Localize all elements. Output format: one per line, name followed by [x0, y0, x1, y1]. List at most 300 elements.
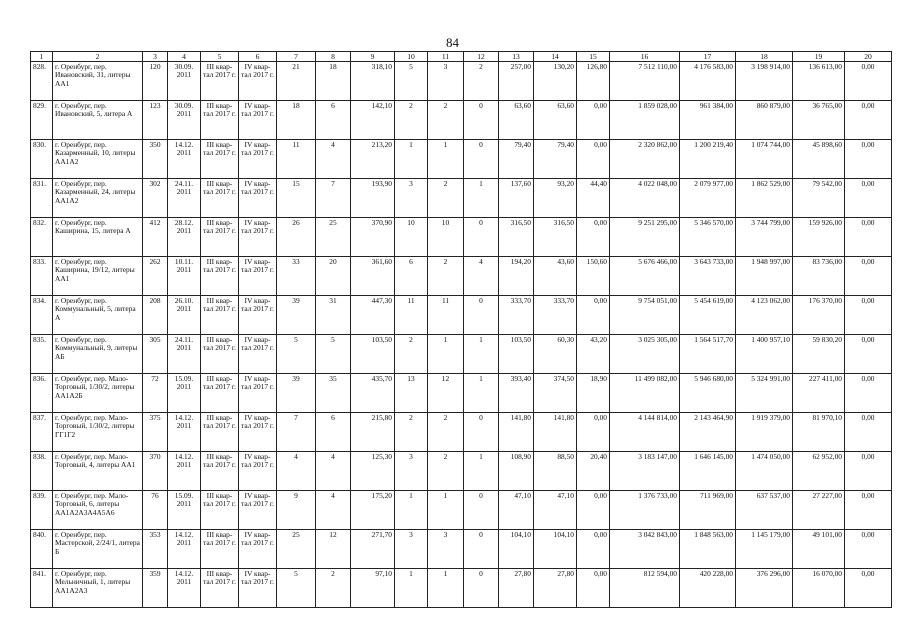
row-number-cell: 838.: [31, 452, 53, 491]
column-number-cell: 5: [201, 52, 239, 62]
cell: 194,20: [499, 257, 534, 296]
cell: 2: [428, 257, 464, 296]
cell: 7: [277, 413, 316, 452]
cell: 88,50: [534, 452, 577, 491]
cell: 1: [395, 569, 428, 608]
column-number-cell: 19: [793, 52, 845, 62]
date-cell: 14.12. 2011: [168, 413, 201, 452]
cost-cell: 1 848 563,00: [680, 530, 736, 569]
cell: 5: [277, 335, 316, 374]
total-cost-cell: 812 594,00: [610, 569, 680, 608]
date-cell: 15.09. 2011: [168, 374, 201, 413]
cell: 6: [395, 257, 428, 296]
cell: 108,90: [499, 452, 534, 491]
column-number-cell: 7: [277, 52, 316, 62]
row-number-cell: 837.: [31, 413, 53, 452]
cell: 137,60: [499, 179, 534, 218]
cost-cell: 961 384,00: [680, 101, 736, 140]
cell: 47,10: [499, 491, 534, 530]
cell: 104,10: [499, 530, 534, 569]
cell: 63,60: [534, 101, 577, 140]
table-row: [31, 374, 892, 413]
table-row: [31, 140, 892, 179]
cell: 0,00: [577, 101, 610, 140]
address-cell: г. Оренбург, пер. Мельничный, 1, литеры АА1А2А3: [53, 569, 143, 608]
cell: 1: [464, 335, 499, 374]
cell: 43,60: [534, 257, 577, 296]
row-number-cell: 828.: [31, 62, 53, 101]
date-cell: 28.12. 2011: [168, 218, 201, 257]
area-cell: 175,20: [351, 491, 395, 530]
row-number-cell: 833.: [31, 257, 53, 296]
cost-cell: 0,00: [845, 257, 892, 296]
area-cell: 370,90: [351, 218, 395, 257]
table-row: [31, 296, 892, 335]
area-cell: 318,10: [351, 62, 395, 101]
row-number-cell: 834.: [31, 296, 53, 335]
quarter-end-cell: IV квар- тал 2017 г.: [239, 296, 277, 335]
cell: 1: [395, 140, 428, 179]
cell: 375: [143, 413, 168, 452]
column-number-cell: 20: [845, 52, 892, 62]
quarter-end-cell: IV квар- тал 2017 г.: [239, 374, 277, 413]
area-cell: 435,70: [351, 374, 395, 413]
cell: 39: [277, 296, 316, 335]
cost-cell: 0,00: [845, 62, 892, 101]
cost-cell: 49 101,00: [793, 530, 845, 569]
cell: 1: [428, 569, 464, 608]
cell: 1: [428, 140, 464, 179]
cell: 2: [464, 62, 499, 101]
row-number-cell: 832.: [31, 218, 53, 257]
cost-cell: 83 736,00: [793, 257, 845, 296]
cell: 63,60: [499, 101, 534, 140]
total-cost-cell: 5 676 466,00: [610, 257, 680, 296]
cell: 44,40: [577, 179, 610, 218]
row-number-cell: 836.: [31, 374, 53, 413]
column-number-cell: 10: [395, 52, 428, 62]
cell: 3: [395, 452, 428, 491]
cell: 0: [464, 491, 499, 530]
cell: 0: [464, 296, 499, 335]
cell: 262: [143, 257, 168, 296]
table-row: [31, 452, 892, 491]
cell: 25: [316, 218, 351, 257]
area-cell: 125,30: [351, 452, 395, 491]
total-cost-cell: 9 754 051,00: [610, 296, 680, 335]
table-row: [31, 491, 892, 530]
area-cell: 447,30: [351, 296, 395, 335]
cell: 5: [277, 569, 316, 608]
cost-cell: 1 564 517,70: [680, 335, 736, 374]
cell: 0: [464, 140, 499, 179]
date-cell: 24.11. 2011: [168, 179, 201, 218]
cell: 333,70: [534, 296, 577, 335]
column-number-cell: 13: [499, 52, 534, 62]
cost-cell: 79 542,00: [793, 179, 845, 218]
total-cost-cell: 4 144 814,00: [610, 413, 680, 452]
cost-cell: 2 079 977,00: [680, 179, 736, 218]
address-cell: г. Оренбург, пер. Каширина, 15, литера А: [53, 218, 143, 257]
column-number-cell: 9: [351, 52, 395, 62]
cell: 374,50: [534, 374, 577, 413]
cell: 120: [143, 62, 168, 101]
cell: 1: [464, 179, 499, 218]
cell: 0,00: [577, 530, 610, 569]
cost-cell: 1 400 957,10: [736, 335, 793, 374]
quarter-end-cell: IV квар- тал 2017 г.: [239, 179, 277, 218]
cost-cell: 0,00: [845, 491, 892, 530]
cell: 93,20: [534, 179, 577, 218]
cell: 7: [316, 179, 351, 218]
cell: 35: [316, 374, 351, 413]
cell: 0,00: [577, 140, 610, 179]
area-cell: 361,60: [351, 257, 395, 296]
cost-cell: 4 123 062,00: [736, 296, 793, 335]
table-row: [31, 62, 892, 101]
cell: 20: [316, 257, 351, 296]
cost-cell: 0,00: [845, 569, 892, 608]
cost-cell: 0,00: [845, 374, 892, 413]
date-cell: 24.11. 2011: [168, 335, 201, 374]
cell: 103,50: [499, 335, 534, 374]
address-cell: г. Оренбург, пер. Мастерской, 2/24/1, литера Б: [53, 530, 143, 569]
data-table: [30, 51, 892, 608]
address-cell: г. Оренбург, пер. Мало- Торговый, 4, литеры АА1: [53, 452, 143, 491]
cell: 18,90: [577, 374, 610, 413]
cell: 11: [395, 296, 428, 335]
cost-cell: 376 296,00: [736, 569, 793, 608]
cell: 5: [316, 335, 351, 374]
cell: 33: [277, 257, 316, 296]
cell: 4: [316, 452, 351, 491]
cell: 1: [395, 491, 428, 530]
cost-cell: 1 474 050,00: [736, 452, 793, 491]
table-row: [31, 218, 892, 257]
cell: 305: [143, 335, 168, 374]
column-number-cell: 6: [239, 52, 277, 62]
cell: 4: [464, 257, 499, 296]
cell: 18: [316, 62, 351, 101]
cell: 370: [143, 452, 168, 491]
cell: 0: [464, 569, 499, 608]
cost-cell: 3 643 733,00: [680, 257, 736, 296]
cost-cell: 5 346 570,00: [680, 218, 736, 257]
quarter-start-cell: III квар- тал 2017 г.: [201, 413, 239, 452]
row-number-cell: 839.: [31, 491, 53, 530]
column-number-cell: 14: [534, 52, 577, 62]
cell: 4: [316, 140, 351, 179]
column-number-cell: 3: [143, 52, 168, 62]
cell: 6: [316, 101, 351, 140]
total-cost-cell: 7 512 110,00: [610, 62, 680, 101]
cell: 350: [143, 140, 168, 179]
cost-cell: 59 830,20: [793, 335, 845, 374]
quarter-start-cell: III квар- тал 2017 г.: [201, 62, 239, 101]
cell: 4: [277, 452, 316, 491]
address-cell: г. Оренбург, пер. Коммунальный, 5, литера А: [53, 296, 143, 335]
cost-cell: 16 070,00: [793, 569, 845, 608]
cell: 257,00: [499, 62, 534, 101]
cell: 2: [395, 413, 428, 452]
cell: 130,20: [534, 62, 577, 101]
quarter-start-cell: III квар- тал 2017 г.: [201, 179, 239, 218]
cell: 0,00: [577, 218, 610, 257]
quarter-start-cell: III квар- тал 2017 г.: [201, 335, 239, 374]
cell: 10: [428, 218, 464, 257]
address-cell: г. Оренбург, пер. Казарменный, 24, литеры АА1А2: [53, 179, 143, 218]
cost-cell: 4 176 583,00: [680, 62, 736, 101]
cell: 2: [316, 569, 351, 608]
cost-cell: 3 744 799,00: [736, 218, 793, 257]
cell: 0,00: [577, 491, 610, 530]
quarter-end-cell: IV квар- тал 2017 г.: [239, 257, 277, 296]
quarter-start-cell: III квар- тал 2017 г.: [201, 218, 239, 257]
total-cost-cell: 1 376 733,00: [610, 491, 680, 530]
cell: 47,10: [534, 491, 577, 530]
quarter-start-cell: III квар- тал 2017 г.: [201, 140, 239, 179]
cell: 2: [428, 413, 464, 452]
quarter-start-cell: III квар- тал 2017 г.: [201, 530, 239, 569]
row-number-cell: 841.: [31, 569, 53, 608]
column-number-cell: 1: [31, 52, 53, 62]
quarter-end-cell: IV квар- тал 2017 г.: [239, 218, 277, 257]
cell: 333,70: [499, 296, 534, 335]
area-cell: 213,20: [351, 140, 395, 179]
cell: 359: [143, 569, 168, 608]
cost-cell: 27 227,00: [793, 491, 845, 530]
date-cell: 14.12. 2011: [168, 530, 201, 569]
cell: 79,40: [499, 140, 534, 179]
date-cell: 14.12. 2011: [168, 569, 201, 608]
total-cost-cell: 3 025 305,00: [610, 335, 680, 374]
quarter-end-cell: IV квар- тал 2017 г.: [239, 413, 277, 452]
area-cell: 142,10: [351, 101, 395, 140]
total-cost-cell: 3 183 147,00: [610, 452, 680, 491]
cell: 6: [316, 413, 351, 452]
cost-cell: 5 946 680,00: [680, 374, 736, 413]
quarter-end-cell: IV квар- тал 2017 г.: [239, 491, 277, 530]
cell: 10: [395, 218, 428, 257]
column-number-row: [31, 52, 892, 62]
cost-cell: 2 143 464,90: [680, 413, 736, 452]
cell: 2: [395, 335, 428, 374]
cell: 3: [395, 530, 428, 569]
cell: 25: [277, 530, 316, 569]
cell: 104,10: [534, 530, 577, 569]
cell: 2: [395, 101, 428, 140]
date-cell: 14.12. 2011: [168, 452, 201, 491]
cell: 26: [277, 218, 316, 257]
total-cost-cell: 11 499 082,00: [610, 374, 680, 413]
cost-cell: 0,00: [845, 296, 892, 335]
cell: 43,20: [577, 335, 610, 374]
date-cell: 30.09. 2011: [168, 62, 201, 101]
cell: 141,80: [534, 413, 577, 452]
cost-cell: 227 411,00: [793, 374, 845, 413]
row-number-cell: 831.: [31, 179, 53, 218]
cell: 0: [464, 530, 499, 569]
cell: 27,80: [499, 569, 534, 608]
quarter-end-cell: IV квар- тал 2017 г.: [239, 569, 277, 608]
cell: 302: [143, 179, 168, 218]
column-number-cell: 11: [428, 52, 464, 62]
column-number-cell: 17: [680, 52, 736, 62]
cell: 3: [428, 62, 464, 101]
quarter-end-cell: IV квар- тал 2017 г.: [239, 101, 277, 140]
cell: 412: [143, 218, 168, 257]
row-number-cell: 830.: [31, 140, 53, 179]
cell: 0,00: [577, 413, 610, 452]
cell: 21: [277, 62, 316, 101]
total-cost-cell: 2 320 862,00: [610, 140, 680, 179]
cost-cell: 36 765,00: [793, 101, 845, 140]
quarter-start-cell: III квар- тал 2017 г.: [201, 452, 239, 491]
table-row: [31, 569, 892, 608]
quarter-start-cell: III квар- тал 2017 г.: [201, 296, 239, 335]
cell: 15: [277, 179, 316, 218]
cell: 4: [316, 491, 351, 530]
cell: 393,40: [499, 374, 534, 413]
address-cell: г. Оренбург, пер. Ивановский, 31, литеры АА1: [53, 62, 143, 101]
cost-cell: 1 948 997,00: [736, 257, 793, 296]
cell: 0: [464, 101, 499, 140]
cost-cell: 5 324 991,00: [736, 374, 793, 413]
cell: 1: [428, 335, 464, 374]
date-cell: 30.09. 2011: [168, 101, 201, 140]
cell: 9: [277, 491, 316, 530]
cell: 1: [428, 491, 464, 530]
cost-cell: 0,00: [845, 335, 892, 374]
cost-cell: 0,00: [845, 101, 892, 140]
cost-cell: 0,00: [845, 179, 892, 218]
cell: 3: [428, 530, 464, 569]
area-cell: 97,10: [351, 569, 395, 608]
cost-cell: 0,00: [845, 218, 892, 257]
cost-cell: 637 537,00: [736, 491, 793, 530]
cell: 3: [395, 179, 428, 218]
cost-cell: 1 074 744,00: [736, 140, 793, 179]
cell: 1: [464, 374, 499, 413]
cell: 0: [464, 413, 499, 452]
cell: 5: [395, 62, 428, 101]
cell: 0,00: [577, 569, 610, 608]
address-cell: г. Оренбург, пер. Мало- Торговый, 1/30/2, литеры ГГ1Г2: [53, 413, 143, 452]
column-number-cell: 18: [736, 52, 793, 62]
cell: 150,60: [577, 257, 610, 296]
cost-cell: 3 198 914,00: [736, 62, 793, 101]
total-cost-cell: 1 859 028,00: [610, 101, 680, 140]
row-number-cell: 835.: [31, 335, 53, 374]
cell: 20,40: [577, 452, 610, 491]
cell: 76: [143, 491, 168, 530]
cell: 18: [277, 101, 316, 140]
cost-cell: 62 952,00: [793, 452, 845, 491]
cell: 353: [143, 530, 168, 569]
quarter-end-cell: IV квар- тал 2017 г.: [239, 335, 277, 374]
cell: 0,00: [577, 296, 610, 335]
area-cell: 103,50: [351, 335, 395, 374]
total-cost-cell: 9 251 295,00: [610, 218, 680, 257]
cost-cell: 0,00: [845, 530, 892, 569]
cell: 12: [428, 374, 464, 413]
cell: 11: [428, 296, 464, 335]
column-number-cell: 2: [53, 52, 143, 62]
table-row: [31, 257, 892, 296]
cell: 13: [395, 374, 428, 413]
cost-cell: 5 454 619,00: [680, 296, 736, 335]
column-number-cell: 8: [316, 52, 351, 62]
address-cell: г. Оренбург, пер. Казарменный, 10, литеры АА1А2: [53, 140, 143, 179]
cost-cell: 81 970,10: [793, 413, 845, 452]
cost-cell: 420 228,00: [680, 569, 736, 608]
cell: 316,50: [499, 218, 534, 257]
cost-cell: 45 898,60: [793, 140, 845, 179]
address-cell: г. Оренбург, пер. Каширина, 19/12, литеры АА1: [53, 257, 143, 296]
row-number-cell: 840.: [31, 530, 53, 569]
cost-cell: 159 926,00: [793, 218, 845, 257]
table-row: [31, 413, 892, 452]
quarter-start-cell: III квар- тал 2017 г.: [201, 257, 239, 296]
area-cell: 193,90: [351, 179, 395, 218]
quarter-start-cell: III квар- тал 2017 г.: [201, 101, 239, 140]
cell: 79,40: [534, 140, 577, 179]
cell: 31: [316, 296, 351, 335]
cost-cell: 1 862 529,00: [736, 179, 793, 218]
cell: 27,80: [534, 569, 577, 608]
date-cell: 26.10. 2011: [168, 296, 201, 335]
page-number: 84: [446, 35, 459, 50]
table-row: [31, 179, 892, 218]
cell: 39: [277, 374, 316, 413]
cell: 0: [464, 218, 499, 257]
row-number-cell: 829.: [31, 101, 53, 140]
cost-cell: 1 200 219,40: [680, 140, 736, 179]
area-cell: 271,70: [351, 530, 395, 569]
cell: 12: [316, 530, 351, 569]
cell: 126,80: [577, 62, 610, 101]
cost-cell: 0,00: [845, 413, 892, 452]
quarter-end-cell: IV квар- тал 2017 г.: [239, 452, 277, 491]
total-cost-cell: 4 022 048,00: [610, 179, 680, 218]
quarter-start-cell: III квар- тал 2017 г.: [201, 374, 239, 413]
cost-cell: 1 145 179,00: [736, 530, 793, 569]
quarter-start-cell: III квар- тал 2017 г.: [201, 491, 239, 530]
cell: 1: [464, 452, 499, 491]
cost-cell: 711 969,00: [680, 491, 736, 530]
cell: 60,30: [534, 335, 577, 374]
cell: 2: [428, 179, 464, 218]
address-cell: г. Оренбург, пер. Коммунальный, 9, литеры АБ: [53, 335, 143, 374]
quarter-end-cell: IV квар- тал 2017 г.: [239, 140, 277, 179]
area-cell: 215,80: [351, 413, 395, 452]
quarter-end-cell: IV квар- тал 2017 г.: [239, 530, 277, 569]
cell: 316,50: [534, 218, 577, 257]
date-cell: 15.09. 2011: [168, 491, 201, 530]
cell: 11: [277, 140, 316, 179]
cost-cell: 860 879,00: [736, 101, 793, 140]
cell: 123: [143, 101, 168, 140]
cost-cell: 136 613,00: [793, 62, 845, 101]
cell: 141,80: [499, 413, 534, 452]
address-cell: г. Оренбург, пер. Мало- Торговый, 1/30/2, литеры АА1А2Б: [53, 374, 143, 413]
cell: 2: [428, 452, 464, 491]
column-number-cell: 4: [168, 52, 201, 62]
cost-cell: 1 646 145,00: [680, 452, 736, 491]
cost-cell: 176 370,00: [793, 296, 845, 335]
address-cell: г. Оренбург, пер. Мало- Торговый, 6, литеры АА1А2А3А4А5А6: [53, 491, 143, 530]
date-cell: 14.12. 2011: [168, 140, 201, 179]
